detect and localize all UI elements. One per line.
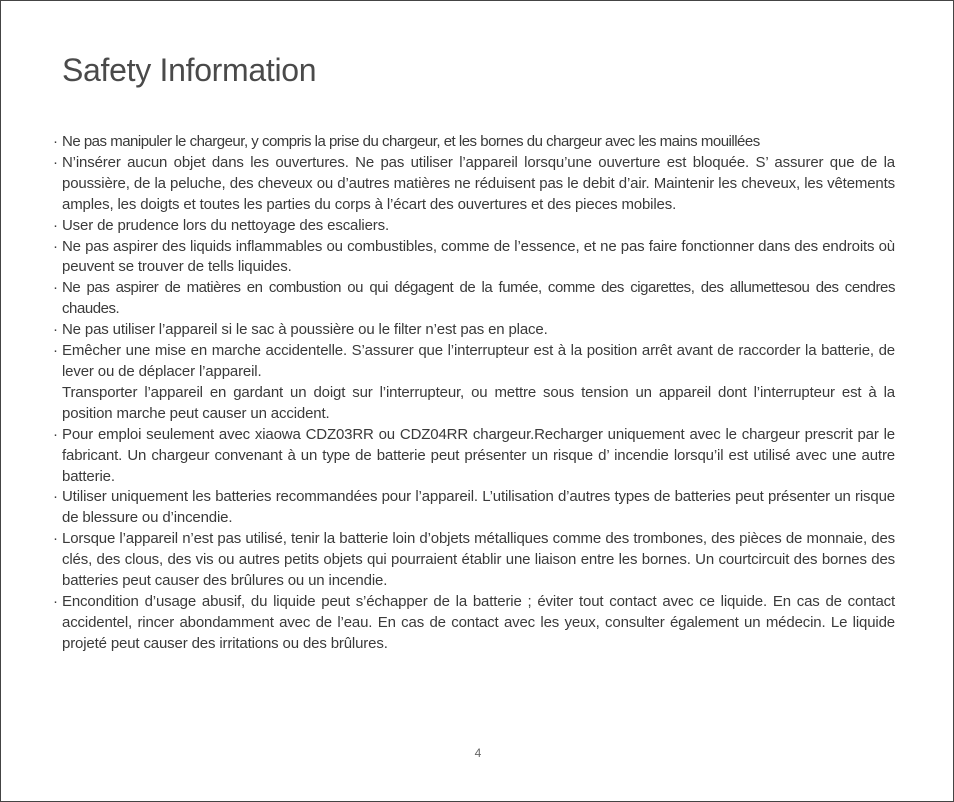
list-item	[53, 425, 895, 488]
list-item	[53, 529, 895, 592]
list-item	[53, 132, 895, 153]
list-item	[53, 487, 895, 529]
list-item	[53, 153, 895, 216]
bullet-text: User de prudence lors du nettoyage des escaliers.	[62, 216, 390, 234]
bullet-text: Lorsque l’appareil n’est pas utilisé, tenir la batterie loin d’objets métalliques comme des trombones, des pièces de monnaie, des clés, des clous, des vis ou autres petits objets qui pourraient établir une liaison entre les bornes. Un courtcircuit des bornes des batteries peut causer des brûlures ou un incendie.	[62, 530, 895, 590]
bullet-text: Pour emploi seulement avec xiaowa CDZ03RR ou CDZ04RR chargeur.Recharger uniquement avec le chargeur prescrit par le fabricant. Un chargeur convenant à un type de batterie peut présenter un risque d’ incendie lorsqu’il est utilisé avec une autre batterie.	[62, 425, 895, 485]
page-title: Safety Information	[62, 52, 317, 88]
bullet-continuation-text: Transporter l’appareil en gardant un doigt sur l’interrupteur, ou mettre sous tension un appareil dont l’interrupteur est à la position marche peut causer un accident.	[62, 383, 895, 422]
safety-bullet-list	[53, 132, 895, 655]
bullet-text: Emêcher une mise en marche accidentelle. S’assurer que l’interrupteur est à la position arrêt avant de raccorder la batterie, de lever ou de déplacer l’appareil.	[62, 342, 895, 380]
list-item	[53, 320, 895, 341]
list-item	[53, 237, 895, 279]
bullet-text: Ne pas aspirer des liquids inflammables ou combustibles, comme de l’essence, et ne pas faire fonctionner dans des endroits où peuvent se trouver de tells liquides.	[62, 237, 895, 276]
bullet-text: Ne pas utiliser l’appareil si le sac à poussière ou le filter n’est pas en place.	[62, 321, 548, 339]
list-item	[53, 216, 895, 237]
list-item	[53, 341, 895, 425]
bullet-text: Ne pas manipuler le chargeur, y compris la prise du chargeur, et les bornes du chargeur avec les mains mouillées	[62, 133, 760, 150]
bullet-text: Ne pas aspirer de matières en combustion ou qui dégagent de la fumée, comme des cigarettes, des allumettesou des cendres chaudes.	[62, 279, 895, 318]
bullet-text: N’insérer aucun objet dans les ouvertures. Ne pas utiliser l’appareil lorsqu’une ouverture est bloquée. S’ assurer que de la poussière, de la peluche, des cheveux ou d’autres matières ne réduisent pas le debit d’air. Maintenir les cheveux, les vêtements amples, les doigts et toutes les parties du corps à l’écart des ouvertures et des pieces mobiles.	[62, 153, 895, 213]
list-item	[53, 278, 895, 320]
bullet-text: Utiliser uniquement les batteries recommandées pour l’appareil. L’utilisation d’autres types de batteries peut présenter un risque de blessure ou d’incendie.	[62, 488, 895, 527]
list-item	[53, 592, 895, 655]
page-number: 4	[474, 746, 482, 760]
bullet-text: Encondition d’usage abusif, du liquide peut s’échapper de la batterie ; éviter tout contact avec ce liquide. En cas de contact accidentel, rincer abondamment avec de l’eau. En cas de contact avec les yeux, consulter également un médecin. Le liquide projeté peut causer des irritations ou des brûlures.	[62, 592, 895, 652]
